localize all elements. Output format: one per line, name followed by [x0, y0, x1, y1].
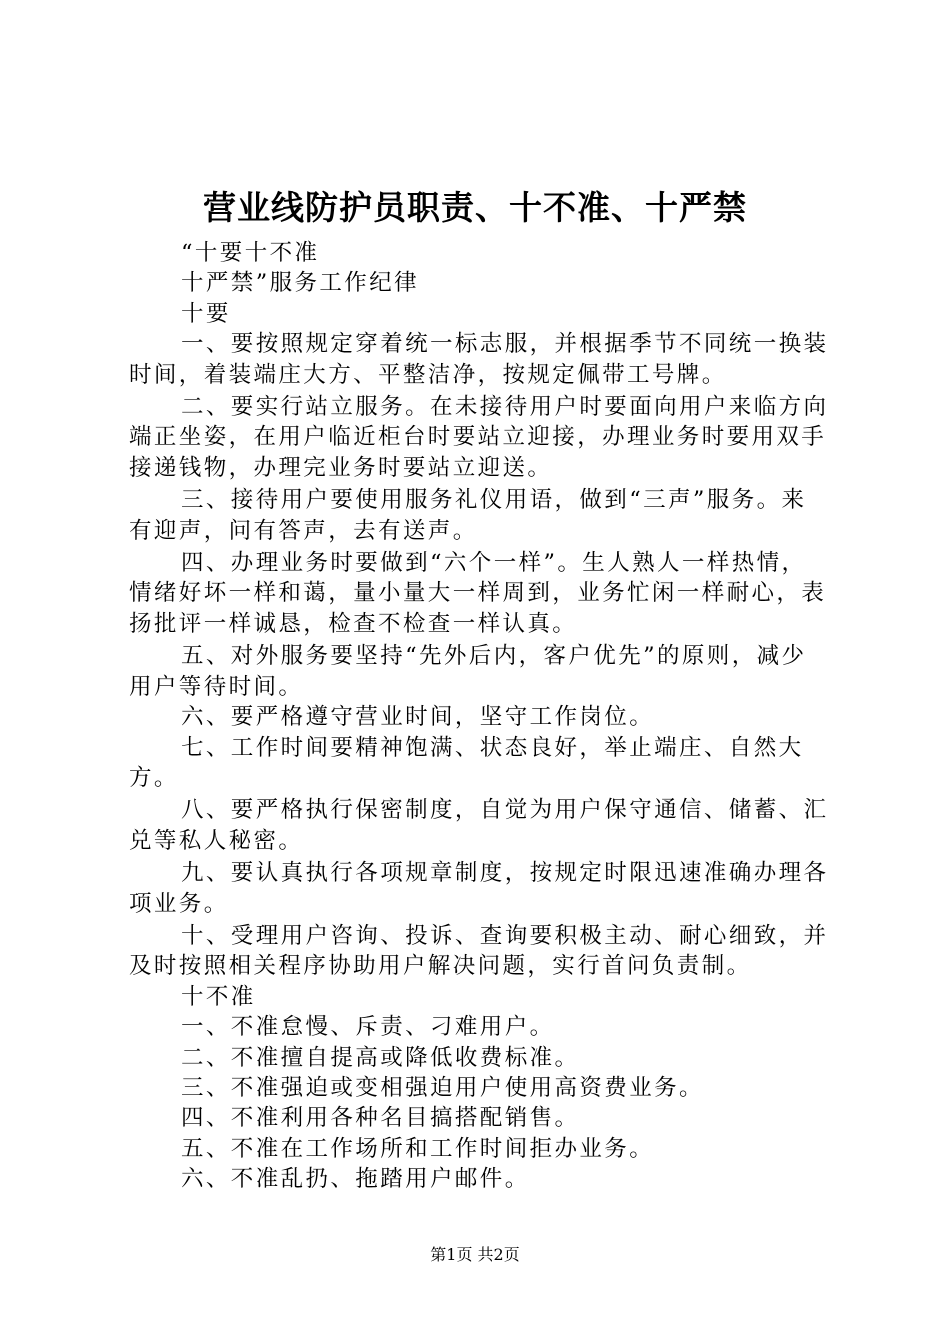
paragraph: 八、要严格执行保密制度，自觉为用户保守通信、储蓄、汇兑等私人秘密。: [129, 797, 829, 854]
paragraph: 五、对外服务要坚持“先外后内，客户优先”的原则，减少用户等待时间。: [129, 643, 807, 700]
paragraph: 七、工作时间要精神饱满、状态良好，举止端庄、自然大方。: [129, 734, 804, 791]
document-title: 营业线防护员职责、十不准、十严禁: [203, 188, 747, 227]
section-heading: 十不准: [181, 983, 256, 1010]
list-item: 二、不准擅自提高或降低收费标准。: [181, 1044, 580, 1071]
paragraph: 四、办理业务时要做到“六个一样”。生人熟人一样热情，情绪好坏一样和蔼，量小量大一样周到，业务忙闲一样耐心，表扬批评一样诚恳，检查不检查一样认真。: [129, 550, 827, 637]
list-item: 一、不准怠慢、斥责、刁难用户。: [181, 1014, 555, 1041]
paragraph: 二、要实行站立服务。在未接待用户时要面向用户来临方向端正坐姿，在用户临近柜台时要站立迎接，办理业务时要用双手接递钱物，办理完业务时要站立迎送。: [129, 394, 829, 481]
page-footer: 第1页 共2页: [430, 1245, 520, 1264]
list-item: 四、不准利用各种名目搞搭配销售。: [181, 1105, 580, 1132]
paragraph: 九、要认真执行各项规章制度，按规定时限迅速准确办理各项业务。: [129, 860, 829, 917]
section-heading: 十要: [181, 300, 231, 327]
paragraph: “十要十不准: [181, 240, 320, 266]
list-item: 三、不准强迫或变相强迫用户使用高资费业务。: [181, 1074, 704, 1101]
paragraph: 十、受理用户咨询、投诉、查询要积极主动、耐心细致，并及时按照相关程序协助用户解决问题，实行首问负责制。: [129, 922, 829, 980]
document-body: [129, 238, 829, 1195]
paragraph: 十严禁”服务工作纪律: [181, 270, 420, 297]
list-item: 五、不准在工作场所和工作时间拒办业务。: [181, 1135, 655, 1162]
paragraph: 三、接待用户要使用服务礼仪用语，做到“三声”服务。来有迎声，问有答声，去有送声。: [129, 487, 807, 544]
paragraph: 六、要严格遵守营业时间，坚守工作岗位。: [181, 704, 655, 731]
list-item: 六、不准乱扔、拖踏用户邮件。: [181, 1166, 530, 1193]
paragraph: 一、要按照规定穿着统一标志服，并根据季节不同统一换装时间，着装端庄大方、平整洁净，按规定佩带工号牌。: [129, 331, 829, 388]
